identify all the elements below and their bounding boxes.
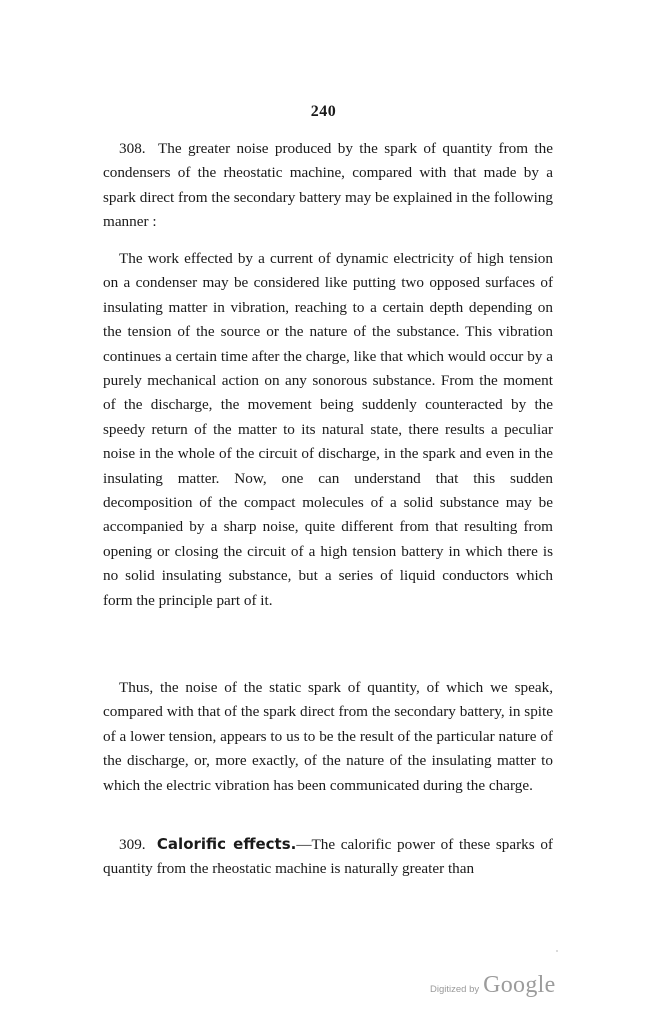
paragraph-number: 308. (119, 140, 146, 157)
paragraph-text: —The calorific power of these sparks of quantity from the rheostatic machine is naturally greater than (103, 836, 553, 878)
digitized-label: Digitized by (430, 984, 480, 995)
page-number: 240 (310, 103, 337, 120)
paragraph-308-body (103, 137, 553, 235)
section-title: Calorific effects. (156, 835, 297, 853)
paragraph-309 (103, 832, 553, 882)
paragraph-text: Thus, the noise of the static spark of quantity, of which we speak, compared with that of the spark direct from the secondary battery, in spite of a lower tension, appears to us to be the result of the particular nature of the discharge, or, more exactly, of the nature of the insulating matter to which the electric vibration has been communicated during the charge. (103, 679, 553, 794)
paragraph-308 (103, 137, 553, 235)
scan-speck (556, 950, 558, 952)
paragraph-309-body (103, 832, 553, 882)
paragraph-thus (103, 676, 553, 798)
google-logo: Google (483, 972, 556, 998)
paragraph-text: The work effected by a current of dynamic electricity of high tension on a condenser may be considered like putting two opposed surfaces of insulating matter in vibration, reaching to a certain depth depending on the tension of the source or the nature of the substance. This vibration continues a certain time after the charge, like that which would occur by a purely mechanical action on any sonorous substance. From the moment of the discharge, the movement being suddenly counteracted by the speedy return of the matter to its natural state, there results a peculiar noise in the whole of the circuit of discharge, in the spark and even in the insulating matter. Now, one can understand that this sudden decomposition of the compact molecules of a solid substance may be accompanied by a sharp noise, quite different from that resulting from opening or closing the circuit of a high tension battery in which there is no solid insulating substance, but a series of liquid conductors which form the principle part of it. (103, 250, 553, 609)
paragraph-text: The greater noise produced by the spark of quantity from the condensers of the rheostatic machine, compared with that made by a spark direct from the secondary battery may be explained in the following manner : (103, 140, 553, 231)
digitized-watermark (430, 972, 570, 1002)
paragraph-work-effected (103, 247, 553, 613)
paragraph-number: 309. (119, 836, 146, 853)
